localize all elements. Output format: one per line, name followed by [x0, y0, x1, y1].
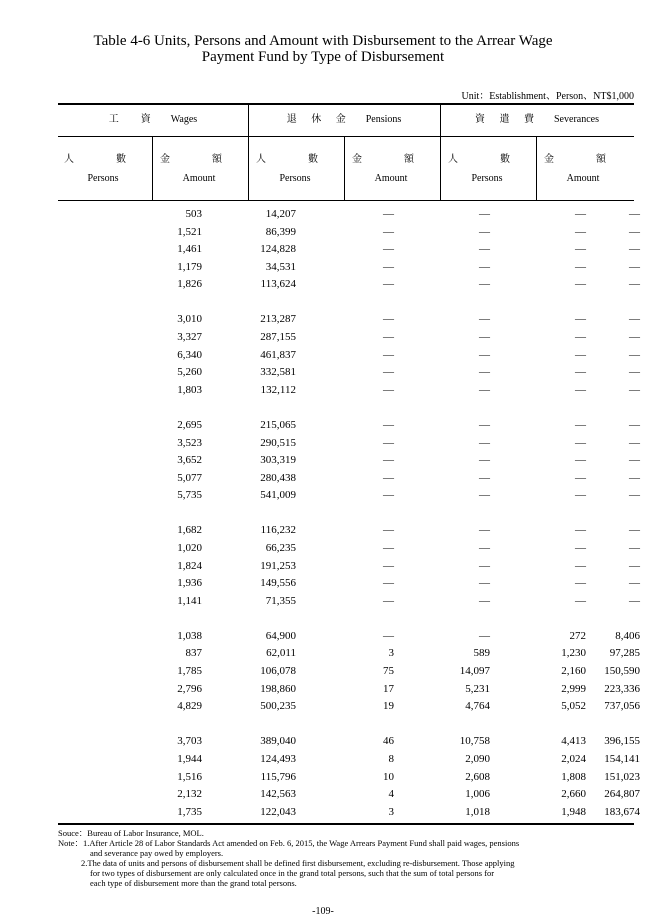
table-cell: — — [383, 524, 394, 537]
top-rule — [58, 103, 634, 105]
table-cell: 142,563 — [260, 788, 296, 801]
table-cell: — — [479, 559, 490, 572]
table-cell: 150,590 — [604, 665, 640, 678]
table-cell: 14,097 — [459, 665, 490, 678]
table-cell: — — [383, 471, 394, 484]
table-cell: — — [629, 260, 640, 273]
table-body — [58, 208, 640, 823]
header-divider — [440, 137, 441, 201]
table-cell: 5,077 — [177, 471, 202, 484]
table-cell: 1,038 — [177, 629, 202, 642]
table-cell: 1,948 — [561, 805, 586, 818]
table-cell: — — [575, 348, 586, 361]
table-cell: 223,336 — [604, 682, 640, 695]
table-cell: 2,999 — [561, 682, 586, 695]
table-cell: — — [629, 471, 640, 484]
table-cell: 1,735 — [177, 805, 202, 818]
table-row — [58, 735, 640, 753]
table-cell: 2,132 — [177, 788, 202, 801]
table-cell: 1,521 — [177, 225, 202, 238]
sub-en: Persons — [87, 173, 119, 184]
sub-zh: 人 數 — [448, 154, 526, 165]
table-cell: 191,253 — [260, 559, 296, 572]
table-cell: 396,155 — [604, 735, 640, 748]
table-cell: 541,009 — [260, 489, 296, 502]
table-cell: 3,523 — [177, 436, 202, 449]
table-cell: — — [575, 313, 586, 326]
table-cell: — — [629, 577, 640, 590]
table-cell: — — [629, 225, 640, 238]
table-cell: 5,231 — [465, 682, 490, 695]
table-cell: 5,735 — [177, 489, 202, 502]
table-cell: 124,828 — [260, 243, 296, 256]
table-cell: 1,808 — [561, 770, 586, 783]
table-cell: — — [575, 594, 586, 607]
table-row — [58, 278, 640, 296]
table-cell: — — [629, 313, 640, 326]
table-cell: 132,112 — [260, 383, 296, 396]
sub-en: Amount — [566, 173, 600, 184]
table-cell: 151,023 — [604, 770, 640, 783]
table-cell: 3,652 — [177, 454, 202, 467]
table-row — [58, 665, 640, 683]
table-cell: 303,319 — [260, 454, 296, 467]
table-cell: — — [479, 436, 490, 449]
table-cell: — — [383, 577, 394, 590]
group-spacer — [58, 401, 634, 419]
table-row — [58, 208, 640, 226]
group-header-rule — [58, 136, 634, 137]
table-cell: 183,674 — [604, 805, 640, 818]
table-cell: — — [575, 260, 586, 273]
group-en: Severances — [554, 114, 599, 125]
sub-header-severances-persons — [442, 150, 532, 184]
group-en: Wages — [170, 114, 198, 125]
table-cell: — — [575, 278, 586, 291]
group-spacer — [58, 612, 634, 630]
table-row — [58, 682, 640, 701]
note-1-line-2: and severance pay owed by employers. — [90, 848, 224, 858]
table-cell: 1,141 — [177, 594, 202, 607]
table-cell: — — [479, 542, 490, 554]
table-cell: 8 — [388, 752, 394, 765]
table-cell: 1,824 — [177, 559, 202, 572]
table-row — [58, 524, 640, 542]
table-cell: — — [629, 418, 640, 431]
sub-zh: 人 數 — [256, 154, 334, 165]
table-row — [58, 436, 640, 455]
table-cell: 1,179 — [177, 260, 202, 273]
header-divider — [152, 137, 153, 201]
table-cell: 737,056 — [604, 700, 640, 713]
table-cell: 2,024 — [561, 752, 586, 765]
table-cell: — — [575, 436, 586, 449]
sub-header-pensions-amount — [346, 150, 436, 184]
group-zh: 退 休 金 — [286, 114, 352, 125]
sub-header-severances-amount — [538, 150, 628, 184]
table-cell: — — [383, 629, 394, 642]
sub-zh: 金 額 — [544, 154, 622, 165]
table-cell: — — [629, 383, 640, 396]
table-cell: 837 — [185, 647, 202, 660]
table-cell: — — [479, 260, 490, 273]
table-cell: 1,006 — [465, 788, 490, 801]
table-cell: 3 — [388, 805, 394, 818]
header-divider — [248, 137, 249, 201]
table-cell: 4 — [388, 788, 394, 801]
table-cell: — — [479, 418, 490, 431]
table-cell: 10,758 — [459, 735, 490, 748]
table-cell: — — [383, 225, 394, 238]
table-cell: 389,040 — [260, 735, 296, 748]
table-cell: 198,860 — [260, 682, 296, 695]
table-row — [58, 225, 640, 244]
table-cell: — — [383, 454, 394, 467]
table-cell: — — [479, 348, 490, 361]
table-cell: 64,900 — [265, 629, 296, 642]
table-cell: 149,556 — [260, 577, 296, 590]
sub-en: Amount — [182, 173, 216, 184]
table-cell: — — [383, 489, 394, 502]
table-cell: 2,695 — [177, 418, 202, 431]
table-cell: 122,043 — [260, 805, 296, 818]
table-cell: 287,155 — [260, 331, 296, 344]
group-header-pensions — [248, 114, 440, 126]
table-cell: — — [383, 418, 394, 431]
table-cell: 280,438 — [260, 471, 296, 484]
table-cell: — — [479, 629, 490, 642]
table-cell: 3,703 — [177, 735, 202, 748]
table-cell: 1,461 — [177, 243, 202, 256]
table-cell: 503 — [185, 208, 202, 220]
sub-zh: 金 額 — [160, 154, 238, 165]
table-cell: 62,011 — [266, 647, 296, 660]
table-cell: 116,232 — [260, 524, 296, 537]
table-cell: 1,018 — [465, 805, 490, 818]
table-cell: 124,493 — [260, 752, 296, 765]
table-cell: 5,052 — [561, 700, 586, 713]
table-cell: 1,230 — [561, 647, 586, 660]
table-cell: 14,207 — [265, 208, 296, 220]
table-row — [58, 418, 640, 437]
table-cell: 1,944 — [177, 752, 202, 765]
note-2-line-2: for two types of disbursement are only calculated once in the grand total persons, such that the sum of total persons for — [90, 868, 495, 878]
table-cell: 97,285 — [609, 647, 640, 660]
table-cell: 8,406 — [615, 629, 640, 642]
table-cell: — — [575, 418, 586, 431]
table-cell: — — [479, 243, 490, 256]
table-cell: — — [479, 278, 490, 291]
table-cell: — — [479, 577, 490, 590]
table-cell: — — [575, 366, 586, 379]
sub-en: Amount — [374, 173, 408, 184]
table-cell: 66,235 — [265, 542, 296, 554]
table-cell: — — [383, 208, 394, 220]
table-cell: — — [383, 436, 394, 449]
table-cell: 332,581 — [260, 366, 296, 379]
group-header-wages — [58, 114, 248, 126]
table-cell: — — [629, 542, 640, 554]
table-cell: — — [479, 225, 490, 238]
table-cell: 1,682 — [177, 524, 202, 537]
table-cell: — — [629, 436, 640, 449]
table-cell: 1,936 — [177, 577, 202, 590]
table-cell: 1,516 — [177, 770, 202, 783]
table-row — [58, 788, 640, 806]
table-row — [58, 629, 640, 648]
table-cell: 46 — [383, 735, 394, 748]
sub-en: Persons — [471, 173, 503, 184]
table-row — [58, 770, 640, 789]
table-cell: 215,065 — [260, 418, 296, 431]
group-zh: 資 遣 費 — [475, 114, 540, 125]
table-cell: — — [629, 278, 640, 291]
sub-header-wages-persons — [58, 150, 148, 184]
table-cell: 34,531 — [265, 260, 296, 273]
unit-label: Unit：Establishment、Person、NT$1,000 — [461, 91, 634, 102]
source-note: Souce：Bureau of Labor Insurance, MOL. — [58, 828, 204, 838]
table-cell: — — [479, 489, 490, 502]
table-cell: 2,160 — [561, 665, 586, 678]
header-divider — [536, 137, 537, 201]
table-row — [58, 313, 640, 331]
table-row — [58, 594, 640, 613]
table-cell: 1,785 — [177, 665, 202, 678]
table-cell: 6,340 — [177, 348, 202, 361]
table-cell: 4,764 — [465, 700, 490, 713]
note-2-line-3: each type of disbursement more than the grand total persons. — [90, 878, 297, 888]
table-cell: 19 — [383, 700, 394, 713]
table-cell: — — [383, 348, 394, 361]
table-row — [58, 542, 640, 560]
table-cell: — — [575, 489, 586, 502]
sub-zh: 金 額 — [352, 154, 430, 165]
page-number: -109- — [312, 906, 334, 917]
table-cell: 113,624 — [260, 278, 296, 291]
table-cell: — — [575, 542, 586, 554]
table-cell: 290,515 — [260, 436, 296, 449]
table-cell: — — [629, 559, 640, 572]
footnotes — [58, 828, 638, 888]
table-cell: 154,141 — [604, 752, 640, 765]
table-cell: 2,608 — [465, 770, 490, 783]
table-cell: — — [629, 348, 640, 361]
table-cell: 115,796 — [260, 770, 296, 783]
table-cell: — — [383, 243, 394, 256]
table-cell: — — [383, 366, 394, 379]
table-cell: — — [575, 208, 586, 220]
table-cell: — — [479, 208, 490, 220]
group-header-severances — [440, 114, 634, 126]
table-cell: 71,355 — [265, 594, 296, 607]
table-row — [58, 647, 640, 665]
table-cell: — — [575, 454, 586, 467]
table-row — [58, 577, 640, 595]
group-zh: 工 資 — [108, 114, 157, 125]
table-cell: — — [479, 471, 490, 484]
table-cell: 5,260 — [177, 366, 202, 379]
table-cell: — — [629, 331, 640, 344]
table-cell: 106,078 — [260, 665, 296, 678]
table-cell: — — [479, 454, 490, 467]
table-cell: 17 — [383, 682, 394, 695]
table-cell: — — [629, 524, 640, 537]
table-cell: 3,327 — [177, 331, 202, 344]
note-2-line-1: 2.The data of units and persons of disbursement shall be defined first disbursement, excluding re-disbursement. Those applying — [81, 858, 515, 868]
table-cell: — — [383, 559, 394, 572]
table-row — [58, 489, 640, 507]
table-title — [0, 33, 646, 65]
table-row — [58, 559, 640, 578]
table-cell: — — [383, 331, 394, 344]
table-row — [58, 243, 640, 261]
table-row — [58, 454, 640, 472]
table-cell: 264,807 — [604, 788, 640, 801]
table-cell: 3,010 — [177, 313, 202, 326]
table-cell: — — [383, 542, 394, 554]
group-spacer — [58, 507, 634, 525]
title-line-1: Table 4-6 Units, Persons and Amount with Disbursement to the Arrear Wage — [93, 33, 553, 49]
table-cell: 2,090 — [465, 752, 490, 765]
table-cell: — — [629, 208, 640, 220]
table-cell: — — [575, 243, 586, 256]
table-cell: — — [575, 383, 586, 396]
table-cell: — — [383, 313, 394, 326]
sub-header-pensions-persons — [250, 150, 340, 184]
group-spacer — [58, 718, 634, 736]
table-cell: — — [383, 278, 394, 291]
table-cell: 272 — [569, 629, 586, 642]
table-cell: — — [479, 331, 490, 344]
table-row — [58, 348, 640, 367]
table-cell: 4,829 — [177, 700, 202, 713]
table-cell: — — [629, 594, 640, 607]
table-row — [58, 331, 640, 349]
table-cell: — — [575, 524, 586, 537]
table-row — [58, 700, 640, 718]
table-cell: 589 — [473, 647, 490, 660]
table-row — [58, 383, 640, 402]
title-line-2: Payment Fund by Type of Disbursement — [201, 49, 445, 65]
table-cell: — — [479, 524, 490, 537]
table-cell: — — [479, 594, 490, 607]
sub-header-wages-amount — [154, 150, 244, 184]
table-cell: 1,020 — [177, 542, 202, 554]
table-cell: 2,796 — [177, 682, 202, 695]
table-cell: 4,413 — [561, 735, 586, 748]
sub-zh: 人 數 — [64, 154, 142, 165]
table-cell: — — [629, 366, 640, 379]
table-cell: 3 — [388, 647, 394, 660]
table-cell: 1,803 — [177, 383, 202, 396]
table-cell: — — [629, 489, 640, 502]
table-cell: — — [479, 383, 490, 396]
table-cell: — — [575, 331, 586, 344]
table-row — [58, 752, 640, 771]
table-cell: — — [383, 594, 394, 607]
table-cell: — — [383, 383, 394, 396]
table-cell: 86,399 — [265, 225, 296, 238]
table-row — [58, 471, 640, 490]
table-row — [58, 260, 640, 279]
table-cell: — — [629, 243, 640, 256]
header-bottom-rule — [58, 200, 634, 201]
table-cell: 461,837 — [260, 348, 296, 361]
table-cell: — — [575, 559, 586, 572]
sub-en: Persons — [279, 173, 311, 184]
table-cell: — — [629, 454, 640, 467]
table-cell: — — [575, 225, 586, 238]
table-cell: — — [479, 366, 490, 379]
table-cell: — — [383, 260, 394, 273]
group-en: Pensions — [365, 114, 402, 125]
table-cell: — — [575, 471, 586, 484]
table-cell: 1,826 — [177, 278, 202, 291]
table-cell: 213,287 — [260, 313, 296, 326]
table-cell: 75 — [383, 665, 394, 678]
table-cell: 2,660 — [561, 788, 586, 801]
header-divider — [344, 137, 345, 201]
note-1-line-1: Note：1.After Article 28 of Labor Standards Act amended on Feb. 6, 2015, the Wage Arrears Payment Fund shall paid wages, pensions — [58, 838, 520, 848]
table-row — [58, 366, 640, 384]
table-cell: — — [479, 313, 490, 326]
table-cell: 10 — [383, 770, 394, 783]
table-cell: 500,235 — [260, 700, 296, 713]
table-cell: — — [575, 577, 586, 590]
group-spacer — [58, 296, 634, 314]
table-row — [58, 805, 640, 824]
